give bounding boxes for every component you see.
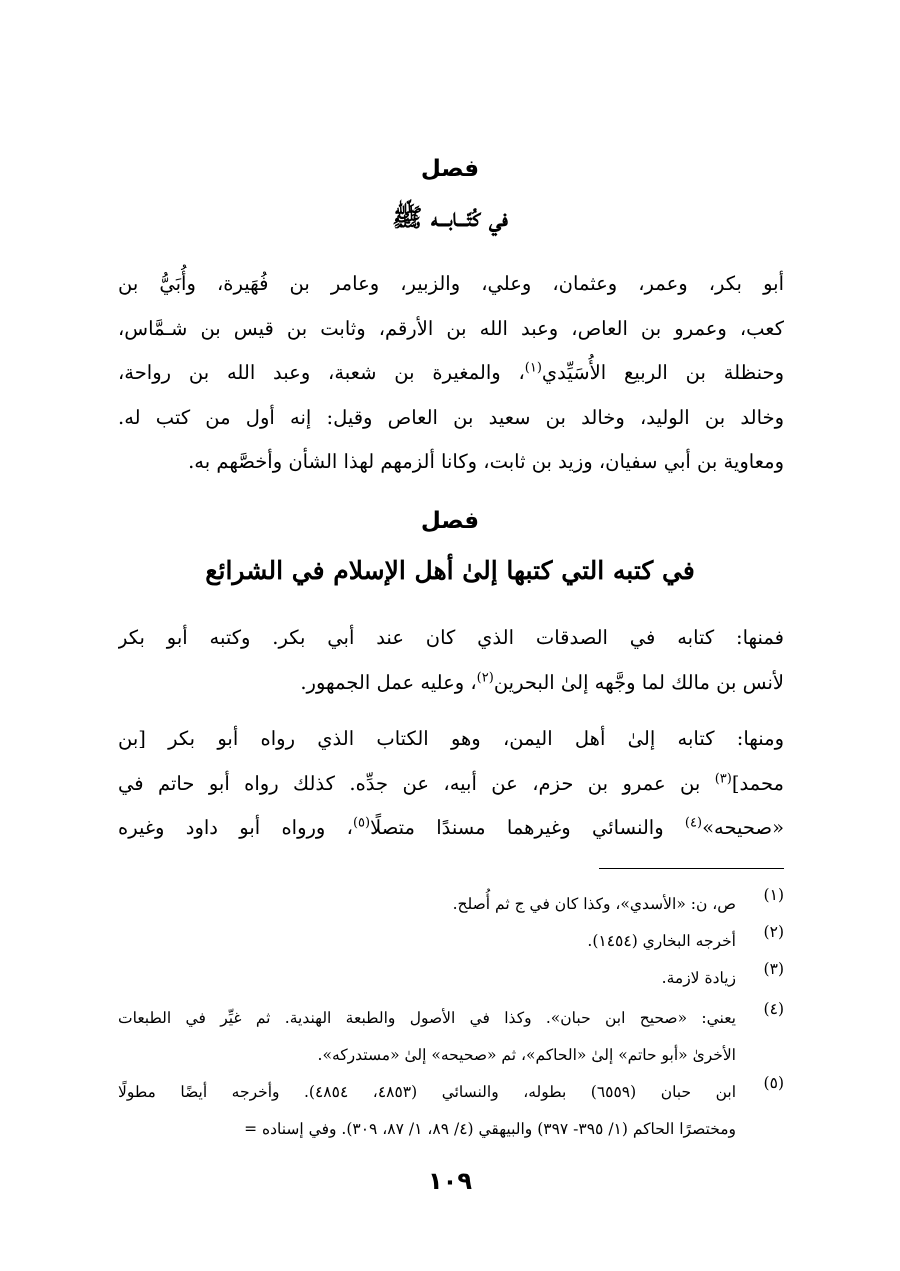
footnote-1 [118, 886, 784, 923]
section-heading-1: فصل [420, 156, 480, 182]
footnote-line: ابن حبان (٦٥٥٩) بطوله، والنسائي (٤٨٥٣، ٤٨٥٤). وأخرجه أيضًا مطولًا [118, 1083, 736, 1101]
footnote-line: يعني: «صحيح ابن حبان». وكذا في الأصول والطبعة الهندية. ثم غيِّر في الطبعات [118, 1009, 736, 1027]
footnote-5 [118, 1074, 784, 1148]
text-segment: وحنظلة بن الربيع الأُسَيِّدي [541, 361, 784, 385]
footnote-ref: (٢) [476, 670, 494, 686]
footnote-line: أخرجه البخاري (١٤٥٤). [587, 932, 736, 950]
text-segment: «صحيحه» [702, 816, 784, 840]
text-line: أبو بكر، وعمر، وعثمان، وعلي، والزبير، وعامر بن فُهَيرة، وأُبَيُّ بن [118, 272, 784, 295]
text-line [118, 351, 784, 396]
text-line: فمنها: كتابه في الصدقات الذي كان عند أبي بكر. وكتبه أبو بكر [118, 626, 784, 649]
footnote-ref: (١) [524, 360, 542, 376]
paragraph-scribes [118, 262, 784, 485]
paragraph-sadaqat [118, 616, 784, 705]
footnote-ref: (٣) [714, 771, 732, 787]
text-line: ومعاوية بن أبي سفيان، وزيد بن ثابت، وكانا ألزمهم لهذا الشأن وأخصَّهم به. [188, 450, 784, 474]
footnote-line: ومختصرًا الحاكم (١/ ٣٩٥- ٣٩٧) والبيهقي (٤/ ٨٩، ١/ ٨٧، ٣٠٩). وفي إسناده = [244, 1120, 736, 1138]
text-line [118, 661, 784, 706]
text-line: ومنها: كتابه إلىٰ أهل اليمن، وهو الكتاب الذي رواه أبو بكر [بن [118, 727, 784, 750]
text-segment: ، ورواه أبو داود وغيره [118, 816, 353, 840]
section-heading-2: فصل [420, 508, 480, 534]
text-segment: محمد] [731, 771, 784, 795]
footnote-line: زيادة لازمة. [661, 969, 736, 987]
footnote-ref: (٤) [684, 815, 703, 831]
footnote-line: ص، ن: «الأسدي»، وكذا كان في ج ثم أُصلح. [452, 895, 736, 913]
footnote-number: (٥) [763, 1074, 784, 1092]
text-line [118, 762, 784, 807]
page-number: ١٠٩ [428, 1167, 472, 1195]
footnote-4 [118, 1000, 784, 1074]
footnote-2 [118, 923, 784, 960]
footnote-number: (١) [763, 886, 784, 904]
text-segment: ، والمغيرة بن شعبة، وعبد الله بن رواحة، [118, 361, 525, 385]
footnote-number: (٢) [763, 923, 784, 941]
section-title-1: في كُتّـــابـــه ﷺ [392, 203, 508, 232]
paragraph-yemen [118, 717, 784, 851]
footnote-ref: (٥) [352, 815, 371, 831]
text-segment: والنسائي وغيرهما مسندًا متصلًا [370, 816, 685, 840]
text-segment: بن عمرو بن حزم، عن أبيه، عن جدِّه. كذلك رواه أبو حاتم في [118, 771, 715, 795]
text-segment: لأنس بن مالك لما وجَّهه إلىٰ البحرين [493, 670, 784, 694]
footnote-number: (٤) [763, 1000, 784, 1018]
text-line [118, 806, 784, 851]
footnote-number: (٣) [763, 960, 784, 978]
footnote-separator [599, 868, 784, 869]
text-segment: ، وعليه عمل الجمهور. [300, 670, 477, 694]
text-line: كعب، وعمرو بن العاص، وعبد الله بن الأرقم، وثابت بن قيس بن شـمَّاس، [118, 316, 784, 340]
footnote-line: الأخرىٰ «أبو حاتم» إلىٰ «الحاكم»، ثم «صحيحه» إلىٰ «مستدركه». [317, 1046, 736, 1064]
section-title-2: في كتبه التي كتبها إلىٰ أهل الإسلام في الشرائع [205, 556, 695, 585]
footnote-3 [118, 960, 784, 997]
text-line: وخالد بن الوليد، وخالد بن سعيد بن العاص وقيل: إنه أول من كتب له. [118, 405, 784, 429]
